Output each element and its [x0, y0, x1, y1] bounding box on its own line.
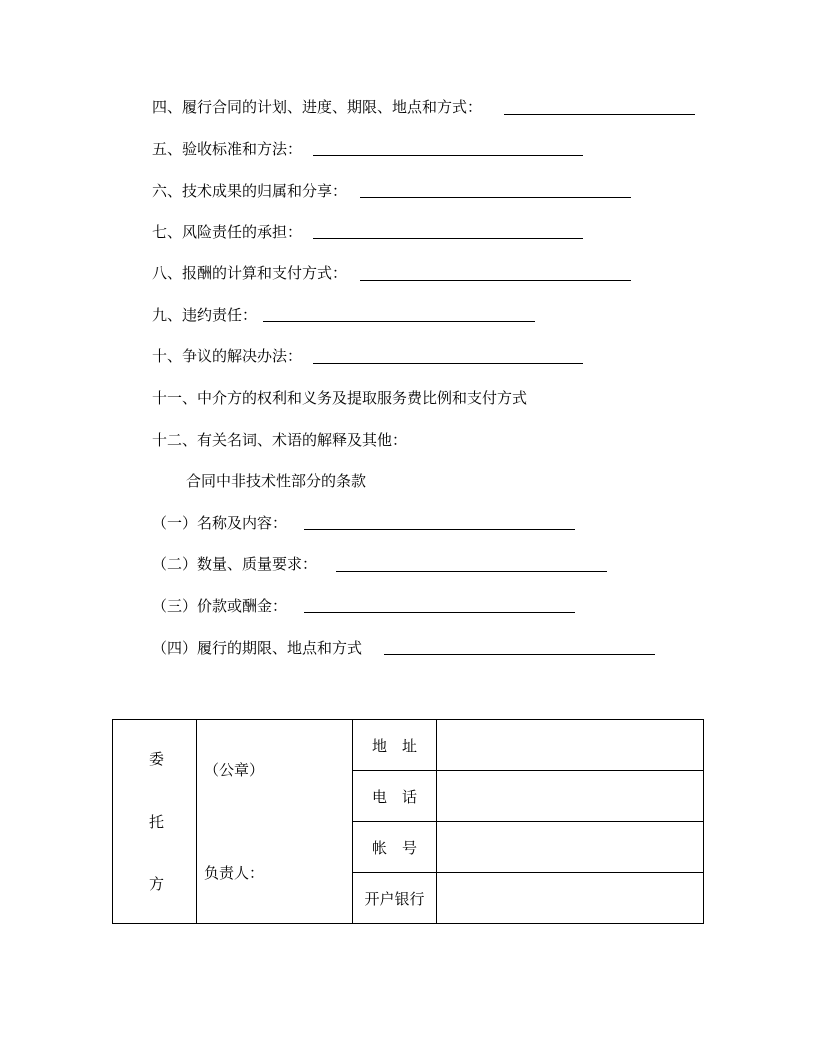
bank-value[interactable] [437, 873, 704, 924]
clause-5-blank-line [313, 155, 583, 156]
non-technical-heading: 合同中非技术性部分的条款 [186, 472, 367, 490]
clause-6-label: 六、技术成果的归属和分享： [152, 182, 348, 200]
party-char-3: 方 [149, 875, 165, 893]
nt-item-1-blank-line [304, 529, 575, 530]
nt-item-3-label: （三）价款或酬金： [152, 597, 288, 615]
nt-item-2-label: （二）数量、质量要求： [152, 555, 318, 573]
nt-item-4-label: （四）履行的期限、地点和方式 [152, 639, 363, 657]
clause-9-label: 九、违约责任： [152, 306, 258, 324]
address-label: 地 址 [353, 720, 437, 771]
clause-7-blank-line [313, 238, 583, 239]
phone-value[interactable] [437, 771, 704, 822]
clause-8-blank-line [360, 280, 631, 281]
clause-5-label: 五、验收标准和方法： [152, 140, 303, 158]
nt-item-2-blank-line [336, 571, 607, 572]
clause-10-blank-line [313, 363, 583, 364]
nt-item-1-label: （一）名称及内容： [152, 514, 288, 532]
seal-signature-cell [197, 720, 353, 924]
clause-8-label: 八、报酬的计算和支付方式： [152, 264, 348, 282]
account-value[interactable] [437, 822, 704, 873]
nt-item-3-blank-line [304, 612, 575, 613]
account-label: 帐 号 [353, 822, 437, 873]
party-char-1: 委 [149, 750, 165, 768]
nt-item-4-blank-line [384, 654, 655, 655]
clause-9-blank-line [263, 321, 535, 322]
phone-label: 电 话 [353, 771, 437, 822]
bank-label: 开户银行 [353, 873, 437, 924]
clause-7-label: 七、风险责任的承担： [152, 223, 303, 241]
party-name-cell [113, 720, 197, 924]
responsible-person-label: 负责人： [204, 864, 265, 882]
clause-6-blank-line [360, 197, 631, 198]
clause-10-label: 十、争议的解决办法： [152, 347, 303, 365]
seal-label: （公章） [204, 761, 265, 779]
address-value[interactable] [437, 720, 704, 771]
clause-4-label: 四、履行合同的计划、进度、期限、地点和方式： [152, 98, 483, 116]
clause-12-label: 十二、有关名词、术语的解释及其他： [152, 431, 408, 449]
party-char-2: 托 [149, 813, 165, 831]
client-party-table [112, 719, 704, 924]
clause-11-label: 十一、中介方的权利和义务及提取服务费比例和支付方式 [152, 389, 528, 407]
clause-4-blank-line [504, 114, 695, 115]
